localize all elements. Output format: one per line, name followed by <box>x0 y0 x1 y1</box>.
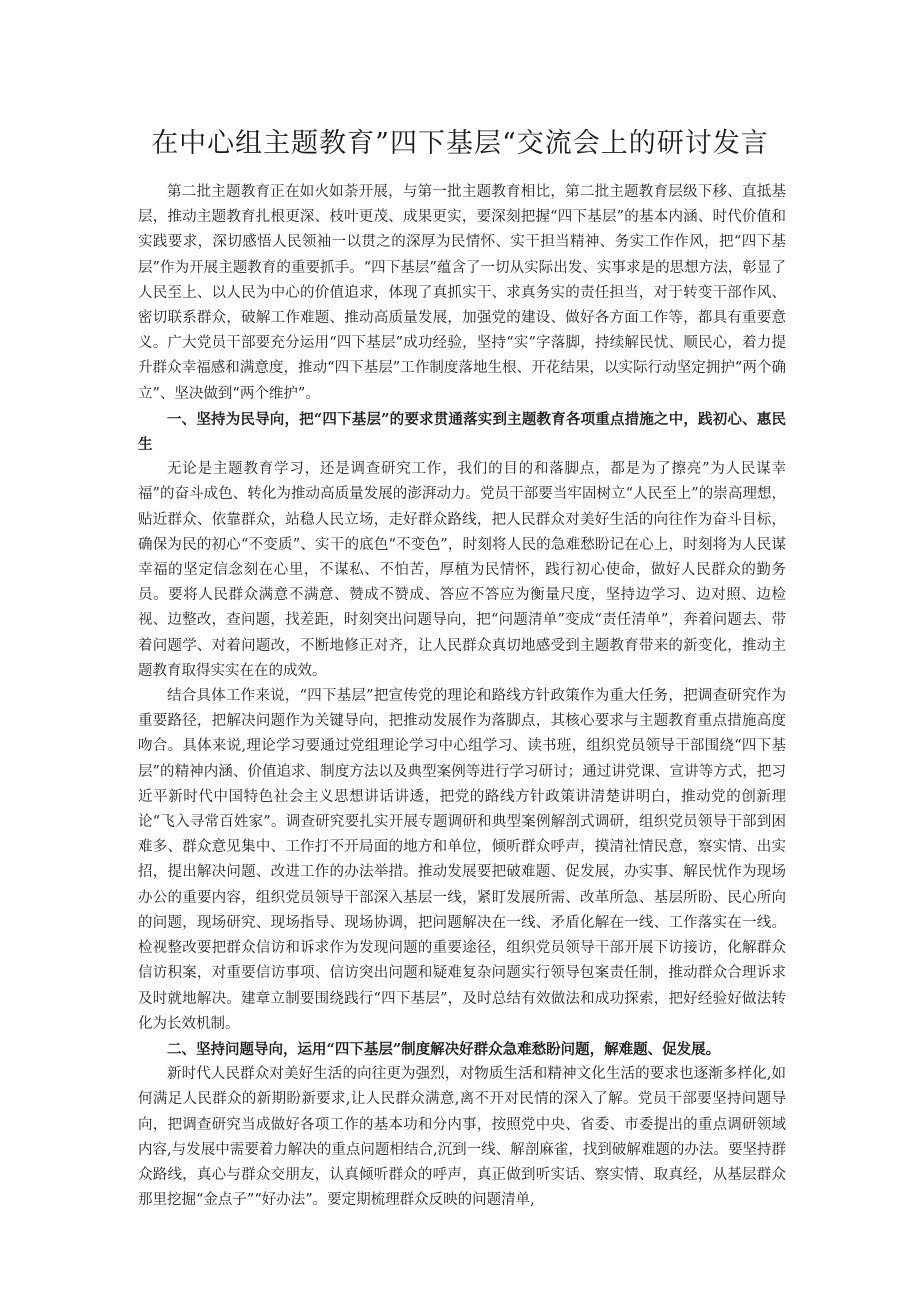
section2-paragraph-1: 新时代人民群众对美好生活的向往更为强烈，对物质生活和精神文化生活的要求也逐渐多样化,如何满足人民群众的新期盼新要求,让人民群众满意,离不开对民情的深入了解。党员干部要坚持问题导向，把调查研究当成做好各项工作的基本功和分内事，按照党中央、省委、市委提出的重点调研领域内容,与发展中需要着力解决的重点问题相结合,沉到一线、解剖麻雀，找到破解难题的办法。要坚持群众路线，真心与群众交朋友，认真倾听群众的呼声，真正做到听实话、察实情、取真经，从基层群众那里挖掘“金点子”“好办法”。要定期梳理群众反映的问题清单, <box>138 1066 786 1209</box>
section1-paragraph-2: 结合具体工作来说，“四下基层”把宣传党的理论和路线方针政策作为重大任务，把调查研究作为重要路径，把解决问题作为关键导向，把推动发展作为落脚点，其核心要求与主题教育重点措施高度吻合。具体来说,理论学习要通过党组理论学习中心组学习、读书班，组织党员领导干部围绕“四下基层”的精神内涵、价值追求、制度方法以及典型案例等进行学习研讨；通过讲党课、宣讲等方式，把习近平新时代中国特色社会主义思想讲话讲透，把党的路线方针政策讲清楚讲明白，推动党的创新理论“飞入寻常百姓家”。调查研究要扎实开展专题调研和典型案例解剖式调研，组织党员领导干部到困难多、群众意见集中、工作打不开局面的地方和单位，倾听群众呼声，摸清社情民意，察实情、出实招，提出解决问题、改进工作的办法举措。推动发展要把破难题、促发展，办实事、解民忧作为现场办公的重要内容，组织党员领导干部深入基层一线，紧盯发展所需、改革所急、基层所盼、民心所向的问题，现场研究、现场指导、现场协调，把问题解决在一线、矛盾化解在一线、工作落实在一线。检视整改要把群众信访和诉求作为发现问题的重要途径，组织党员领导干部开展下访接访，化解群众信访积案，对重要信访事项、信访突出问题和疑难复杂问题实行领导包案责任制，推动群众合理诉求及时就地解决。建章立制要围绕践行“四下基层”，及时总结有效做法和成功探索，把好经验好做法转化为长效机制。 <box>138 688 786 1032</box>
intro-paragraph: 第二批主题教育正在如火如荼开展，与第一批主题教育相比，第二批主题教育层级下移、直抵基层，推动主题教育扎根更深、枝叶更茂、成果更实，要深刻把握“四下基层”的基本内涵、时代价值和实践要求，深切感悟人民领袖一以贯之的深厚为民情怀、实干担当精神、务实工作作风，把“四下基层”作为开展主题教育的重要抓手。“四下基层”蕴含了一切从实际出发、实事求是的思想方法，彰显了人民至上、以人民为中心的价值追求，体现了真抓实干、求真务实的责任担当，对于转变干部作风、密切联系群众，破解工作难题、推动高质量发展，加强党的建设、做好各方面工作等，都具有重要意义。广大党员干部要充分运用“四下基层”成功经验，坚持“实”字落脚，持续解民忧、顺民心，着力提升群众幸福感和满意度，推动“四下基层”工作制度落地生根、开花结果，以实际行动坚定拥护“两个确立”、坚决做到“两个维护”。 <box>138 184 786 402</box>
section-heading-2: 二、坚持问题导向，运用“四下基层”制度解决好群众急难愁盼问题，解难题、促发展。 <box>167 1040 721 1058</box>
document-body <box>138 180 786 1213</box>
document-title: 在中心组主题教育”四下基层“交流会上的研讨发言 <box>151 128 769 159</box>
section1-paragraph-1: 无论是主题教育学习，还是调查研究工作，我们的目的和落脚点，都是为了擦亮”为人民谋幸福”的奋斗成色、转化为推动高质量发展的澎湃动力。党员干部要当牢固树立“人民至上”的崇高理想，贴近群众、依靠群众，站稳人民立场，走好群众路线，把人民群众对美好生活的向往作为奋斗目标，确保为民的初心“不变质”、实干的底色“不变色”，时刻将人民的急难愁盼记在心上，时刻将为人民谋幸福的坚定信念刻在心里，不谋私、不怕苦，厚植为民情怀，践行初心使命，做好人民群众的勤务员。要将人民群众满意不满意、赞成不赞成、答应不答应为衡量尺度，坚持边学习、边对照、边检视、边整改，查问题，找差距，时刻突出问题导向，把“问题清单”变成“责任清单”，奔着问题去、带着问题学、对着问题改，不断地修正对齐，让人民群众真切地感受到主题教育带来的新变化，推动主题教育取得实实在在的成效。 <box>138 461 786 679</box>
section-heading-1: 一、坚持为民导向，把“四下基层”的要求贯通落实到主题教育各项重点措施之中，践初心、惠民生 <box>138 410 786 454</box>
